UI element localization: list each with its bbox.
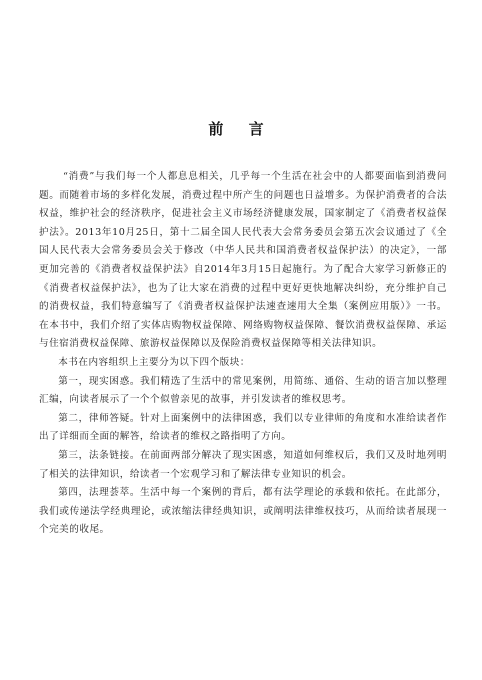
paragraph-intro: “消费”与我们每一个人都息息相关，几乎每一个生活在社会中的人都要面临到消费问题。而随着市场的多样化发展，消费过程中所产生的问题也日益增多。为保护消费者的合法权益，维护社会的经济秩序，促进社会主义市场经济健康发展，国家制定了《消费者权益保护法》。2013年10月25日，第十二届全国人民代表大会常务委员会第五次会议通过了《全国人民代表大会常务委员会关于修改（中华人民共和国消费者权益保护法）的决定》，一部更加完善的《消费者权益保护法》自2014年3月15日起施行。为了配合大家学习新修正的《消费者权益保护法》，也为了让大家在消费的过程中更好更快地解决纠纷，充分维护自己的消费权益，我们特意编写了《消费者权益保护法速查速用大全集（案例应用版）》一书。在本书中，我们介绍了实体店购物权益保障、网络购物权益保障、餐饮消费权益保障、承运与住宿消费权益保障、旅游权益保障以及保险消费权益保障等相关法律知识。 (39, 171, 447, 350)
page-title: 前 言 (208, 120, 274, 138)
paragraph-section-one: 第一，现实困惑。我们精选了生活中的常见案例，用简练、通俗、生动的语言加以整理汇编，向读者展示了一个个似曾亲见的故事，并引发读者的维权思考。 (39, 375, 447, 406)
paragraph-overview: 本书在内容组织上主要分为以下四个版块： (58, 356, 250, 368)
paragraph-section-two: 第二，律师答疑。针对上面案例中的法律困惑，我们以专业律师的角度和水准给读者作出了详细而全面的解答，给读者的维权之路指明了方向。 (39, 412, 447, 443)
preface-body (39, 168, 447, 540)
paragraph-section-four: 第四，法理荟萃。生活中每一个案例的背后，都有法学理论的承载和依托。在此部分，我们或传递法学经典理论，或浓缩法律经典知识，或阐明法律维权技巧，从而给读者展现一个完美的收尾。 (39, 487, 447, 536)
paragraph-section-three: 第三，法条链接。在前面两部分解决了现实困惑，知道如何维权后，我们又及时地列明了相关的法律知识，给读者一个宏观学习和了解法律专业知识的机会。 (39, 449, 447, 480)
